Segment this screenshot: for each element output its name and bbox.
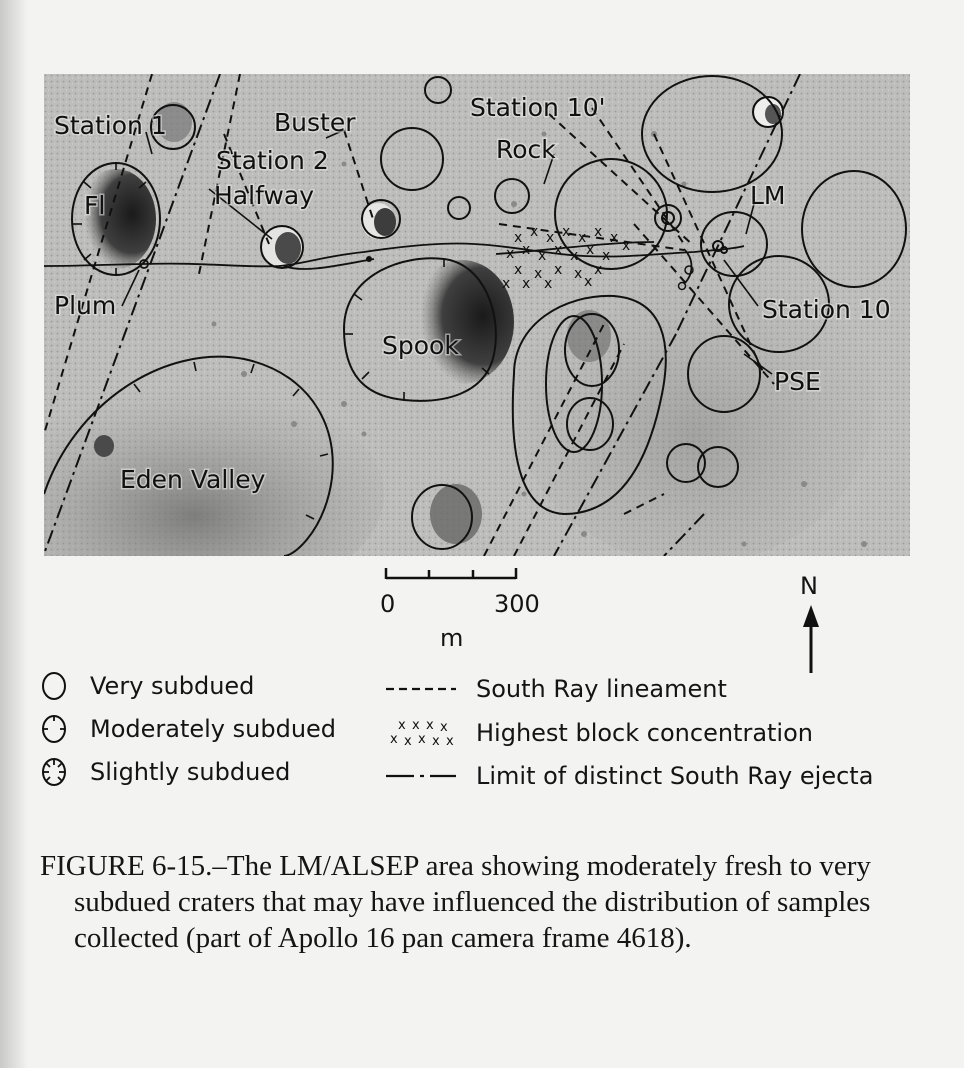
svg-text:x: x	[602, 248, 611, 264]
spook-crater-shadow	[410, 260, 514, 384]
plum-label: Plum	[54, 291, 117, 320]
station10prime-label: Station 10'	[470, 93, 606, 122]
svg-text:x: x	[432, 734, 440, 749]
svg-text:x: x	[440, 720, 448, 735]
station2-marker	[366, 256, 372, 262]
station2-label: Station 2	[216, 146, 329, 175]
svg-text:x: x	[390, 732, 398, 747]
legend-moderately-subdued	[40, 713, 336, 745]
legend-slightly-subdued-label: Slightly subdued	[90, 758, 291, 786]
svg-text:x: x	[562, 224, 571, 240]
moderately-subdued-crater-icon	[40, 713, 70, 745]
x-marks-icon	[384, 717, 460, 749]
figure-caption-text: FIGURE 6-15.–The LM/ALSEP area showing moderately fresh to very subdued craters that may have influenced the distribution of samples collected (part of Apollo 16 pan camera frame 4618).	[40, 850, 871, 954]
scale-start-label: 0	[380, 590, 396, 618]
svg-text:x: x	[578, 230, 587, 246]
north-label: N	[800, 572, 818, 600]
scale-end-label: 300	[494, 590, 540, 618]
legend-south-ray-lineament-label: South Ray lineament	[476, 675, 727, 703]
legend-ejecta-limit	[384, 760, 873, 792]
legend-very-subdued	[40, 670, 254, 702]
svg-text:x: x	[554, 242, 563, 258]
svg-text:x: x	[538, 248, 547, 264]
very-subdued-crater-icon	[40, 670, 70, 702]
legend-moderately-subdued-label: Moderately subdued	[90, 715, 337, 743]
svg-text:x: x	[426, 718, 434, 733]
scale-bar	[370, 568, 570, 658]
svg-text:x: x	[506, 246, 515, 262]
svg-text:x: x	[574, 266, 583, 282]
legend-very-subdued-label: Very subdued	[90, 672, 255, 700]
buster-label: Buster	[274, 108, 356, 137]
figure-caption	[40, 848, 910, 956]
north-arrow-icon	[792, 575, 832, 675]
svg-text:x: x	[530, 224, 539, 240]
svg-text:x: x	[522, 276, 531, 292]
dashed-line-icon	[384, 679, 460, 699]
legend-slightly-subdued	[40, 756, 290, 788]
station1-label: Station 1	[54, 111, 167, 140]
spook-label: Spook	[382, 331, 459, 360]
dash-dot-line-icon	[384, 766, 460, 786]
legend-south-ray-lineament	[384, 673, 727, 705]
eden-valley-label: Eden Valley	[120, 465, 266, 494]
rock-label: Rock	[496, 135, 556, 164]
svg-text:x: x	[610, 230, 619, 246]
slightly-subdued-crater-icon	[40, 756, 70, 788]
legend-block-concentration-label: Highest block concentration	[476, 719, 813, 747]
svg-text:x: x	[586, 242, 595, 258]
legend-block-concentration	[384, 717, 813, 749]
svg-text:x: x	[622, 238, 631, 254]
svg-text:x: x	[544, 276, 553, 292]
lm-label: LM	[750, 181, 786, 210]
svg-text:x: x	[418, 732, 426, 747]
svg-text:x: x	[514, 230, 523, 246]
svg-text:x: x	[570, 248, 579, 264]
page-edge-shadow	[0, 0, 28, 1068]
pse-label: PSE	[774, 367, 821, 396]
halfway-label: Halfway	[214, 181, 314, 210]
svg-text:x: x	[584, 274, 593, 290]
svg-text:x: x	[522, 242, 531, 258]
svg-text:x: x	[502, 276, 511, 292]
svg-text:x: x	[446, 734, 454, 749]
svg-text:x: x	[404, 734, 412, 749]
lunar-surface-map	[44, 74, 910, 556]
svg-text:x: x	[514, 262, 523, 278]
svg-text:x: x	[546, 230, 555, 246]
scale-unit-label: m	[440, 624, 464, 652]
legend-ejecta-limit-label: Limit of distinct South Ray ejecta	[476, 762, 874, 790]
svg-text:x: x	[534, 266, 543, 282]
station10-label: Station 10	[762, 295, 891, 324]
flag-crater-label: Fl	[84, 191, 106, 220]
svg-text:x: x	[594, 224, 603, 240]
svg-text:x: x	[412, 718, 420, 733]
svg-text:x: x	[398, 718, 406, 733]
svg-text:x: x	[594, 262, 603, 278]
svg-text:x: x	[554, 262, 563, 278]
